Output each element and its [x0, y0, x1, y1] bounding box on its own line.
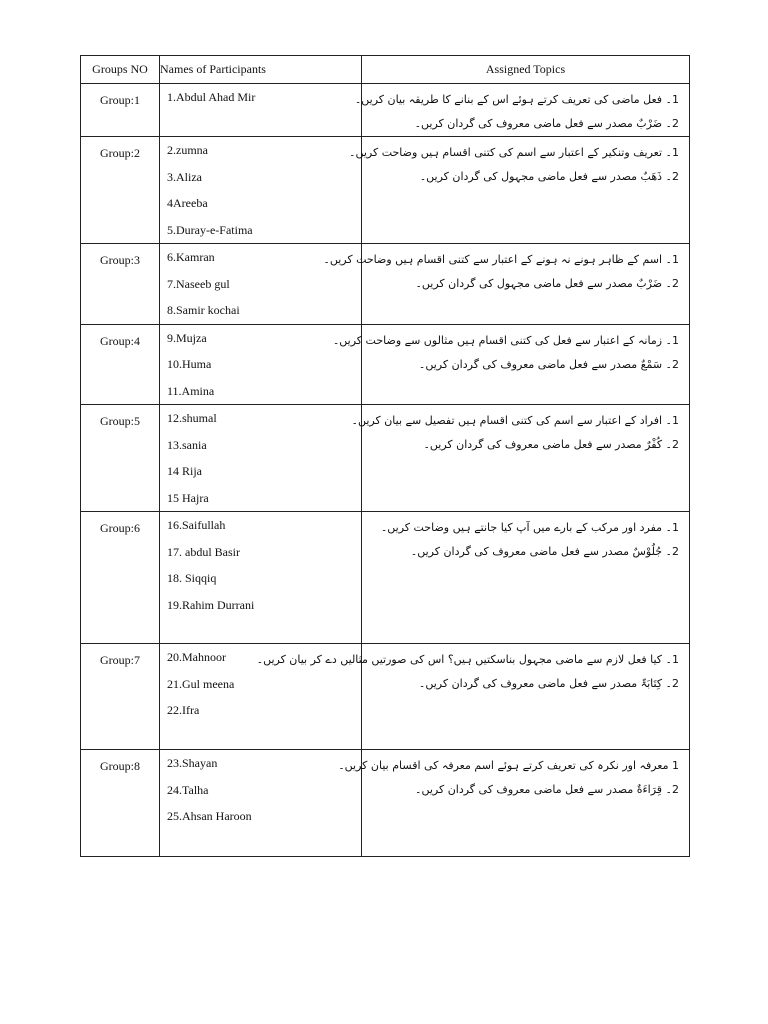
topics-cell	[256, 644, 690, 750]
assigned-topic: 2۔ ضَرْبٌ مصدر سے فعل ماضی معروف کی گردان کریں۔	[414, 117, 679, 130]
table-row	[81, 750, 690, 857]
participant-name: 22.Ifra	[167, 703, 200, 717]
participant-name: 7.Naseeb gul	[167, 276, 230, 291]
group-cell: Group:2	[81, 137, 160, 244]
participant-name: 19.Rahim Durrani	[167, 597, 255, 612]
table-row	[81, 644, 690, 750]
assigned-topic: 2۔ سَمْعٌ مصدر سے فعل ماضی معروف کی گردان کریں۔	[418, 357, 679, 371]
assigned-topic: 2۔ قِرَاءَةٌ مصدر سے فعل ماضی معروف کی گردان کریں۔	[415, 783, 679, 796]
topics-cell	[349, 137, 690, 244]
topics-cell	[351, 405, 690, 512]
participant-name: 4Areeba	[167, 196, 208, 210]
participant-name: 10.Huma	[167, 357, 212, 371]
participant-name: 20.Mahnoor	[167, 650, 226, 664]
participant-name: 1.Abdul Ahad Mir	[167, 90, 256, 104]
group-cell: Group:7	[81, 644, 160, 750]
table-row	[81, 405, 690, 512]
participant-name: 11.Amina	[167, 383, 215, 398]
participant-name: 5.Duray-e-Fatima	[167, 222, 253, 237]
table-row	[81, 512, 690, 644]
header-names: Names of Participants	[160, 56, 362, 84]
assigned-topic: 1۔ تعریف وتنکیر کے اعتبار سے اسم کی کتنی اقسام ہیں وضاحت کریں۔	[349, 146, 679, 159]
participants-cell	[160, 137, 362, 244]
assigned-topic: 1۔ کیا فعل لازم سے ماضی مجہول بناسکتیں ہیں؟ اس کی صورتیں مثالیں دے کر بیان کریں۔	[256, 653, 679, 666]
topics-cell	[338, 750, 690, 857]
group-cell: Group:4	[81, 324, 160, 405]
group-cell: Group:5	[81, 405, 160, 512]
participant-name: 8.Samir kochai	[167, 303, 240, 317]
assignment-table	[80, 55, 690, 857]
header-group: Groups NO	[81, 56, 160, 84]
participant-name: 12.shumal	[167, 411, 217, 425]
topics-cell	[323, 244, 690, 325]
assigned-topic: 2۔ جُلُوْسٌ مصدر سے فعل ماضی معروف کی گردان کریں۔	[410, 545, 679, 558]
participant-name: 21.Gul meena	[167, 676, 235, 691]
assigned-topic: 1۔ مفرد اور مرکب کے بارے میں آپ کیا جانتے ہیں وضاحت کریں۔	[380, 521, 679, 534]
topics-cell	[332, 324, 690, 405]
participant-name: 23.Shayan	[167, 756, 218, 770]
participant-name: 14 Rija	[167, 464, 202, 478]
participants-cell	[160, 84, 362, 137]
header-topics: Assigned Topics	[362, 56, 690, 84]
assigned-topic: 2۔ ضَرْبٌ مصدر سے فعل ماضی مجہول کی گردان کریں۔	[415, 277, 679, 290]
assigned-topic: 1۔ زمانہ کے اعتبار سے فعل کی کتنی اقسام ہیں مثالوں سے وضاحت کریں۔	[332, 333, 679, 347]
header-row	[81, 56, 690, 84]
participants-cell	[160, 405, 362, 512]
topics-cell	[362, 512, 690, 644]
participant-name: 25.Ahsan Haroon	[167, 809, 252, 823]
participant-name: 17. abdul Basir	[167, 544, 240, 559]
topics-cell	[354, 84, 690, 137]
group-cell: Group:8	[81, 750, 160, 857]
table-row	[81, 137, 690, 244]
table-row	[81, 84, 690, 137]
participant-name: 6.Kamran	[167, 250, 215, 264]
assigned-topic: 2۔ کُفْرٌ مصدر سے فعل ماضی معروف کی گردان کریں۔	[423, 438, 679, 451]
group-cell: Group:6	[81, 512, 160, 644]
participant-name: 3.Aliza	[167, 169, 202, 184]
table-row	[81, 324, 690, 405]
participants-cell	[160, 750, 362, 857]
participants-cell	[160, 512, 362, 644]
assigned-topic: 1۔ اسم کے ظاہر ہونے نہ ہونے کے اعتبار سے کتنی اقسام ہیں وضاحت کریں۔	[323, 253, 679, 266]
table-row	[81, 244, 690, 325]
group-cell: Group:3	[81, 244, 160, 325]
assigned-topic: 1۔ افراد کے اعتبار سے اسم کی کتنی اقسام ہیں تفصیل سے بیان کریں۔	[351, 414, 679, 427]
participant-name: 13.sania	[167, 437, 207, 452]
participant-name: 2.zumna	[167, 143, 208, 157]
participant-name: 24.Talha	[167, 782, 209, 797]
participant-name: 18. Siqqiq	[167, 571, 217, 585]
participant-name: 15 Hajra	[167, 490, 209, 505]
participant-name: 9.Mujza	[167, 330, 207, 345]
assigned-topic: 1۔ فعل ماضی کی تعریف کرتے ہوئے اس کے بنانے کا طریقہ بیان کریں۔	[354, 93, 679, 106]
assigned-topic: 2۔ ذَهَبٌ مصدر سے فعل ماضی مجہول کی گردان کریں۔	[419, 170, 679, 183]
group-cell: Group:1	[81, 84, 160, 137]
assigned-topic: 1 معرفہ اور نکرہ کی تعریف کرتے ہوئے اسم معرفہ کی اقسام بیان کریں۔	[338, 759, 679, 772]
participants-cell	[160, 324, 362, 405]
assigned-topic: 2۔ کِتَابَۃٌ مصدر سے فعل ماضی معروف کی گردان کریں۔	[418, 677, 679, 690]
participant-name: 16.Saifullah	[167, 518, 226, 532]
